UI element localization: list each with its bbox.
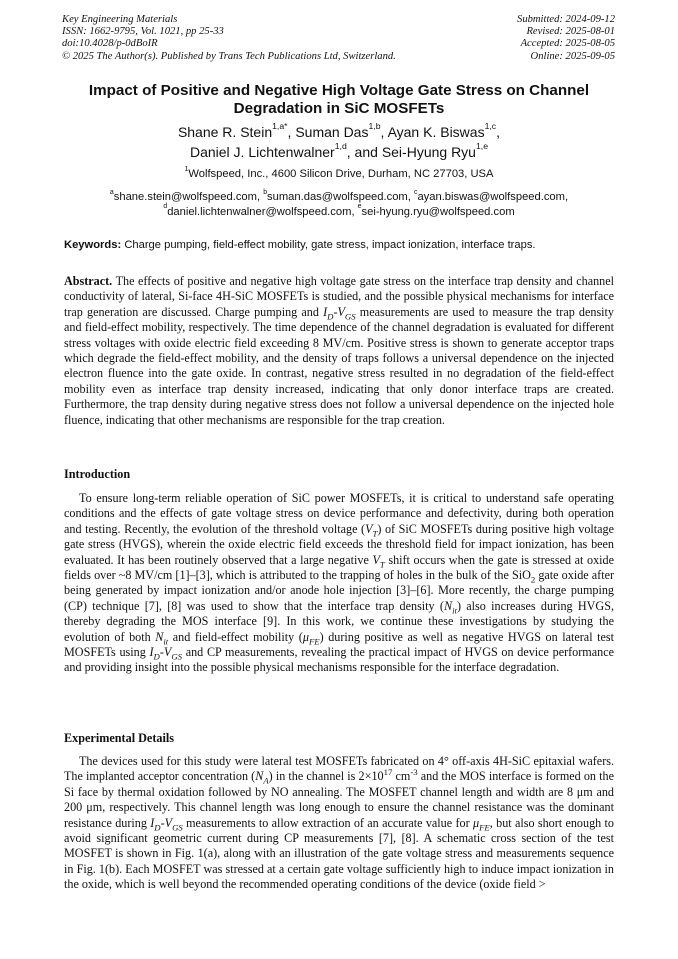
- intro-text: ) during positive as well as negative HVGS on lateral test MOSFETs using: [64, 629, 614, 660]
- abstract-label: Abstract.: [64, 274, 113, 288]
- abstract: [64, 274, 614, 428]
- abstract-text: The effects of positive and negative high voltage gate stress on the interface trap density and channel conductivity of lateral, Si-face 4H-SiC MOSFETs is studied, and the possible physical mechanisms for interface trap generation are discussed. Charge pumping and: [64, 274, 614, 319]
- header-right: [517, 14, 615, 63]
- exp-text: ) in the channel is 2×10: [268, 769, 384, 784]
- exp-text: cm: [395, 769, 411, 784]
- copyright: © 2025 The Author(s). Published by Trans Tech Publications Ltd, Switzerland.: [62, 50, 396, 62]
- email-marker: d: [163, 203, 168, 211]
- author-list: Shane R. Stein$^{1,a*}$, Suman Das$^{1,b}$, Ayan K. Biswas$^{1,c}$, Daniel J. Lichtenwalner$^{1,d}$, and Sei-Hyung Ryu$^{1,e}$: [177, 121, 501, 160]
- paper-title: Impact of Positive and Negative High Voltage Gate Stress on Channel Degradation in SiC MOSFETs: [88, 82, 590, 118]
- keywords-label: Keywords:: [64, 239, 122, 251]
- symbol-id-vgs: $I_D-V_{GS}$: [323, 304, 356, 322]
- intro-text: and field-effect mobility (: [172, 629, 303, 644]
- intro-text: To ensure long-term reliable operation of SiC power MOSFETs, it is critical to understand safe operating conditions and the effects of gate voltage stress on device performance and defectivity, during both operation and testing. Recently, the evolution of the threshold voltage (: [64, 491, 614, 536]
- email-link[interactable]: ayan.biswas@wolfspeed.com: [417, 191, 565, 203]
- email-list: $^a$shane.stein@wolfspeed.com, $^b$suman.das@wolfspeed.com, $^c$ayan.biswas@wolfspeed.com, $^d$daniel.lichtenwalner@wolfspeed.com, $^e$sei-hyung.ryu@wolfspeed.com: [109, 188, 569, 218]
- revised-date: Revised: 2025-08-01: [526, 26, 615, 38]
- email-link[interactable]: sei-hyung.ryu@wolfspeed.com: [361, 205, 515, 218]
- doi: doi:10.4028/p-0dBoIR: [62, 38, 158, 50]
- email-link[interactable]: suman.das@wolfspeed.com: [267, 191, 408, 203]
- section-heading-introduction: Introduction: [64, 467, 131, 481]
- symbol-vt: $V_T$: [372, 552, 385, 570]
- issn: ISSN: 1662-9795, Vol. 1021, pp 25-33: [62, 26, 224, 38]
- accepted-date: Accepted: 2025-08-05: [520, 38, 615, 50]
- author-name: Daniel J. Lichtenwalner: [189, 143, 335, 160]
- author-superscript: 1,a*: [272, 121, 288, 132]
- exp-text: and the MOS interface is formed on the Si face by thermal oxidation followed by NO annealing. The MOSFET channel length and width are 8 μm and 200 μm, respectively. This channel length was long enough to ensure the channel resistance was the dominant resistance during: [64, 769, 614, 830]
- author-name: Ayan K. Biswas: [387, 124, 485, 140]
- author-name: Shane R. Stein: [177, 124, 273, 140]
- submitted-date: Submitted: 2024-09-12: [517, 14, 615, 25]
- email-marker: b: [263, 188, 268, 196]
- journal-header: [62, 14, 615, 63]
- author-superscript: 1,c: [484, 121, 497, 132]
- abstract-text: measurements are used to measure the trap density and field-effect mobility, respectively. The time dependence of the channel degradation is evaluated for different stress voltages with oxide electric field exceeding 8 MV/cm. Positive stress is shown to generate acceptor traps which degrade the field-effect mobility, and the density of traps follows a universal dependence on the injected electron fluence into the gate oxide. In contrast, negative stress resulted in no degradation of the field-effect mobility even as interface trap density increased, indicating that only donor interface traps are created. Furthermore, the trap density during negative stress does not follow a universal dependence on the injected hole fluence, indicating that other mechanisms are responsible for the trap creation.: [64, 304, 614, 427]
- introduction-paragraph: [64, 491, 614, 676]
- keywords-text: Charge pumping, field-effect mobility, gate stress, impact ionization, interface traps.: [124, 239, 536, 251]
- header-left: [62, 14, 396, 63]
- symbol-na: $N_A$: [255, 769, 269, 786]
- experimental-paragraph: [64, 754, 614, 893]
- intro-text: shift occurs when the gate is stressed at oxide fields over ~8 MV/cm [1]–[3], which is attributed to the trapping of holes in the bulk of the SiO: [64, 552, 614, 583]
- section-heading-experimental: Experimental Details: [64, 731, 175, 745]
- superscript-17: 17: [383, 767, 393, 778]
- exp-text: , but also short enough to avoid significant geometric current during CP measurements [7], [8]. A schematic cross section of the test MOSFET is shown in Fig. 1(a), along with an illustration of the gate voltage stress and measurements sequence in Fig. 1(b). Each MOSFET was stressed at a certain gate voltage sufficiently high to induce impact ionization in the oxide, which is well beyond the recommended operating conditions of the device (oxide field >: [64, 815, 614, 892]
- email-marker: a: [109, 188, 114, 196]
- email-marker: c: [413, 188, 418, 196]
- subscript-2: 2: [530, 574, 536, 585]
- online-date: Online: 2025-09-05: [530, 50, 615, 62]
- affiliation: [60, 167, 618, 181]
- exp-text: measurements to allow extraction of an accurate value for: [186, 815, 470, 830]
- superscript-minus3: -3: [410, 767, 418, 778]
- symbol-mufe: $\mu_{FE}$: [472, 815, 490, 833]
- author-name: Suman Das: [295, 124, 369, 140]
- author-superscript: 1,e: [475, 140, 489, 151]
- email-marker: e: [357, 203, 362, 211]
- affiliation-superscript: 1: [184, 165, 189, 173]
- author-superscript: 1,b: [368, 121, 381, 132]
- email-link[interactable]: daniel.lichtenwalner@wolfspeed.com: [167, 205, 352, 218]
- journal-name: Key Engineering Materials: [62, 14, 178, 25]
- intro-text: ) of SiC MOSFETs during positive high voltage gate stress (HVGS), wherein the oxide electric field exceeds the threshold field for impact ionization, has been evaluated. It has been routinely observed that a large negative: [64, 521, 615, 567]
- email-link[interactable]: shane.stein@wolfspeed.com: [113, 191, 257, 203]
- symbol-id-vgs: $I_D-V_{GS}$: [149, 645, 183, 662]
- affiliation-text: Wolfspeed, Inc., 4600 Silicon Drive, Durham, NC 27703, USA: [188, 168, 494, 180]
- symbol-mufe: $\mu_{FE}$: [302, 629, 320, 647]
- symbol-nit: $N_{it}$: [155, 629, 169, 647]
- intro-text: gate oxide after being generated by impact ionization and/or anode hole injection [3]–[6]. More recently, the charge pumping (CP) technique [7], [8] was used to show that the interface trap density (: [64, 568, 614, 613]
- intro-text: ) also increases during HVGS, thereby degrading the MOS interface [9]. In this work, we continue these investigations by studying the evolution of both: [64, 598, 614, 644]
- symbol-vt: $V_T$: [365, 521, 378, 539]
- author-name: Sei-Hyung Ryu: [381, 143, 476, 160]
- author-superscript: 1,d: [334, 140, 347, 151]
- symbol-nit: $N_{it}$: [443, 598, 457, 616]
- intro-text: and CP measurements, revealing the practical impact of HVGS on device performance and providing insight into the possible physical mechanisms responsible for the interface degradation.: [64, 645, 614, 675]
- keywords: [64, 238, 618, 252]
- exp-text: The devices used for this study were lateral test MOSFETs fabricated on 4° off-axis 4H-SiC epitaxial wafers. The implanted acceptor concentration (: [64, 754, 614, 784]
- symbol-id-vgs: $I_D-V_{GS}$: [150, 815, 183, 833]
